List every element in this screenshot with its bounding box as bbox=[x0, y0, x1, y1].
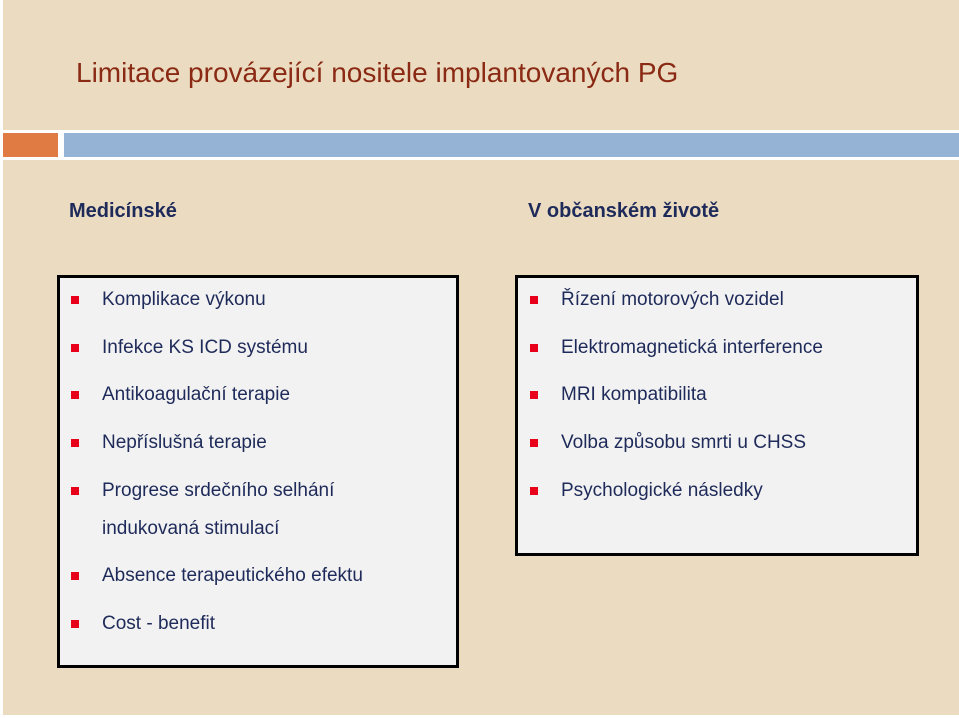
bullet-icon bbox=[530, 296, 538, 304]
right-list-box bbox=[515, 275, 919, 556]
divider-orange-block bbox=[3, 133, 58, 157]
right-column-heading: V občanském životě bbox=[528, 200, 720, 222]
bullet-icon bbox=[71, 487, 79, 495]
bullet-icon bbox=[71, 296, 79, 304]
list-item: Nepříslušná terapie bbox=[102, 432, 267, 453]
bullet-icon bbox=[530, 487, 538, 495]
left-column-heading: Medicínské bbox=[69, 200, 177, 222]
bullet-icon bbox=[71, 439, 79, 447]
bullet-icon bbox=[530, 344, 538, 352]
list-item: Psychologické následky bbox=[561, 480, 763, 501]
list-item: Řízení motorových vozidel bbox=[561, 289, 784, 310]
list-item: MRI kompatibilita bbox=[561, 384, 707, 405]
bullet-icon bbox=[530, 439, 538, 447]
bullet-icon bbox=[71, 572, 79, 580]
list-item: Infekce KS ICD systému bbox=[102, 337, 308, 358]
list-item: Absence terapeutického efektu bbox=[102, 565, 363, 586]
bullet-icon bbox=[71, 620, 79, 628]
list-item: Elektromagnetická interference bbox=[561, 337, 823, 358]
bullet-icon bbox=[71, 344, 79, 352]
list-item: Antikoagulační terapie bbox=[102, 384, 291, 405]
left-list-box bbox=[57, 275, 459, 668]
list-item: Progrese srdečního selhání bbox=[102, 480, 335, 501]
list-item-continuation: indukovaná stimulací bbox=[102, 518, 280, 539]
list-item: Cost - benefit bbox=[102, 613, 215, 634]
list-item: Komplikace výkonu bbox=[102, 289, 266, 310]
divider-blue-bar bbox=[64, 133, 959, 157]
list-item: Volba způsobu smrti u CHSS bbox=[561, 432, 807, 453]
slide-title: Limitace provázející nositele implantovaných PG bbox=[76, 57, 679, 88]
bullet-icon bbox=[530, 391, 538, 399]
bullet-icon bbox=[71, 391, 79, 399]
